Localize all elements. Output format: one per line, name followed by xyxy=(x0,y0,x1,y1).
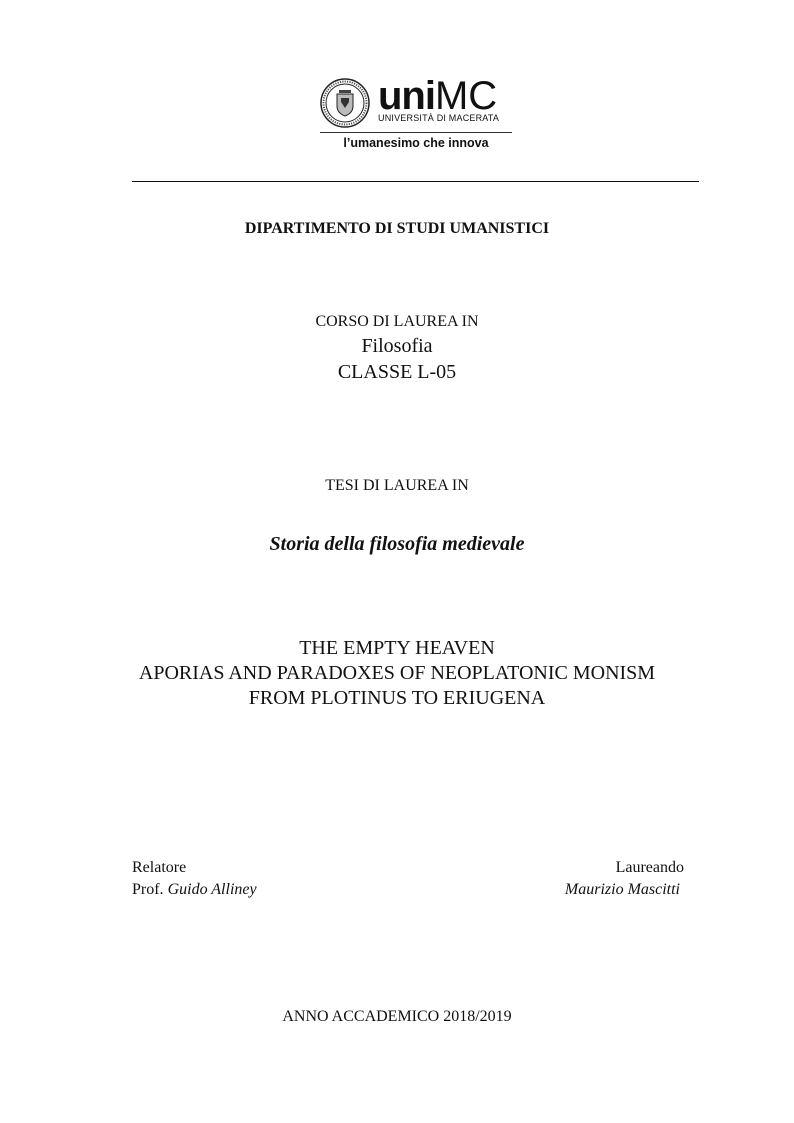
thesis-title-line: FROM PLOTINUS TO ERIUGENA xyxy=(248,687,546,709)
header-rule xyxy=(132,181,699,182)
brand-bold: uni xyxy=(378,74,435,118)
thesis-subject: Storia della filosofia medievale xyxy=(269,533,525,555)
supervisor-line xyxy=(132,879,257,901)
department-heading: DIPARTIMENTO DI STUDI UMANISTICI xyxy=(244,220,550,237)
thesis-title-line: APORIAS AND PARADOXES OF NEOPLATONIC MONISM xyxy=(138,662,656,684)
academic-year: ANNO ACCADEMICO 2018/2019 xyxy=(282,1008,512,1025)
candidate-name: Maurizio Mascitti xyxy=(564,881,680,898)
supervisor-block xyxy=(132,857,257,901)
logo-divider xyxy=(320,132,512,133)
course-label: CORSO DI LAUREA IN xyxy=(315,313,479,330)
thesis-title xyxy=(0,636,794,711)
logo-tagline: l’umanesimo che innova xyxy=(343,136,489,150)
supervisor-prefix: Prof. xyxy=(132,881,164,898)
course-name: Filosofia xyxy=(361,335,433,357)
course-class: CLASSE L-05 xyxy=(337,361,457,383)
brand-light: MC xyxy=(434,74,498,118)
thesis-label: TESI DI LAUREA IN xyxy=(325,477,469,494)
university-logo xyxy=(318,76,518,156)
candidate-label: Laureando xyxy=(615,859,684,876)
brand-wordmark xyxy=(378,76,497,116)
university-name: UNIVERSITÀ DI MACERATA xyxy=(378,113,500,123)
supervisor-name: Guido Alliney xyxy=(167,881,257,898)
university-seal-icon xyxy=(320,78,370,128)
candidate-block xyxy=(565,857,684,901)
thesis-title-line: THE EMPTY HEAVEN xyxy=(299,637,495,659)
supervisor-label: Relatore xyxy=(132,859,187,876)
